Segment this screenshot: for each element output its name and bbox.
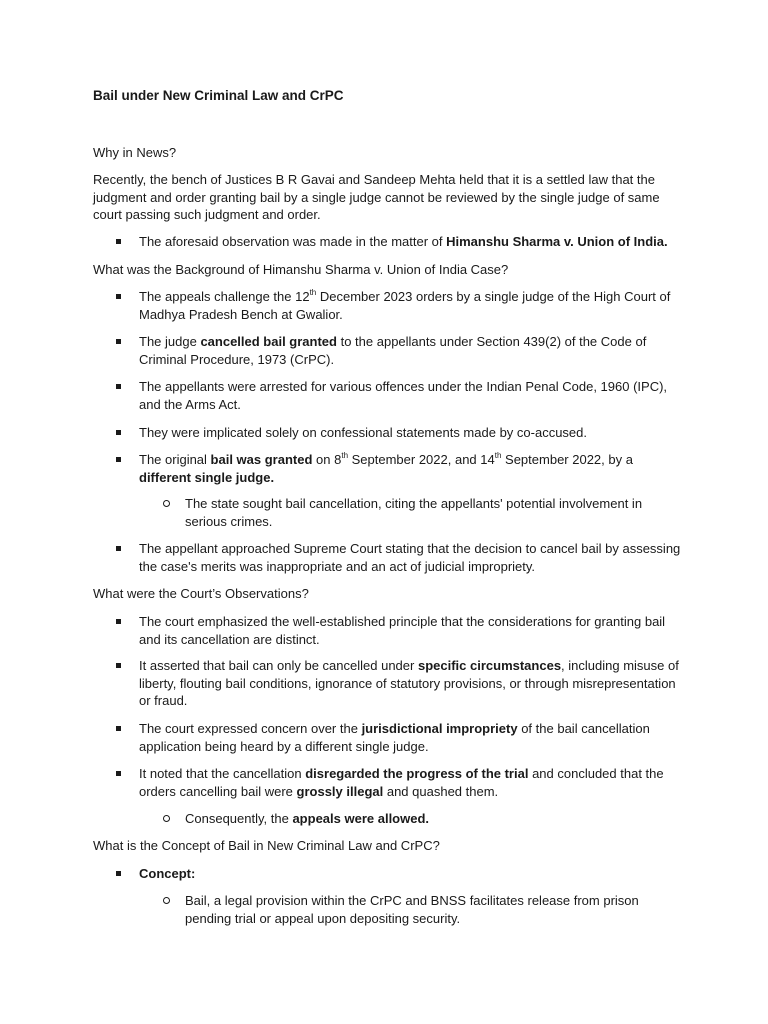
sub-item-appeals-allowed: Consequently, the appeals were allowed. <box>185 811 430 826</box>
square-bullet-icon <box>116 239 121 244</box>
hollow-circle-bullet-icon <box>163 500 170 507</box>
square-bullet-icon <box>116 384 121 389</box>
list-item-appellants-arrested: The appellants were arrested for various offences under the Indian Penal Code, 1960 (IPC), and the Arms Act. <box>139 379 668 412</box>
sub-item-bail-definition: Bail, a legal provision within the CrPC and BNSS facilitates release from prison pending trial or appeal upon depositing security. <box>185 893 639 926</box>
list-item-cancellation-disregarded: It noted that the cancellation disregarded the progress of the trial and concluded that the orders cancelling bail were grossly illegal and quashed them. <box>139 766 664 799</box>
list-item-appellant-approached-sc: The appellant approached Supreme Court stating that the decision to cancel bail by assessing the case's merits was inappropriate and an act of judicial impropriety. <box>139 541 681 574</box>
section-heading-observations: What were the Court’s Observations? <box>93 586 309 601</box>
square-bullet-icon <box>116 546 121 551</box>
list-item-judge-cancelled-bail: The judge cancelled bail granted to the appellants under Section 439(2) of the Code of Criminal Procedure, 1973 (CrPC). <box>139 334 647 367</box>
section-heading-concept: What is the Concept of Bail in New Criminal Law and CrPC? <box>93 838 440 853</box>
list-item-observation-source: The aforesaid observation was made in the matter of Himanshu Sharma v. Union of India. <box>139 234 668 249</box>
square-bullet-icon <box>116 457 121 462</box>
square-bullet-icon <box>116 663 121 668</box>
square-bullet-icon <box>116 294 121 299</box>
page-title: Bail under New Criminal Law and CrPC <box>93 88 344 103</box>
list-item-jurisdictional-impropriety: The court expressed concern over the jurisdictional impropriety of the bail cancellation application being heard by a different single judge. <box>139 721 650 754</box>
hollow-circle-bullet-icon <box>163 897 170 904</box>
sub-item-state-sought-cancellation: The state sought bail cancellation, citing the appellants' potential involvement in serious crimes. <box>185 496 643 529</box>
square-bullet-icon <box>116 339 121 344</box>
list-item-implicated: They were implicated solely on confessional statements made by co-accused. <box>139 425 587 440</box>
hollow-circle-bullet-icon <box>163 815 170 822</box>
square-bullet-icon <box>116 726 121 731</box>
intro-paragraph: Recently, the bench of Justices B R Gavai and Sandeep Mehta held that it is a settled law that the judgment and order granting bail by a single judge cannot be reviewed by the single judge of same court passing such judgment and order. <box>93 172 660 222</box>
square-bullet-icon <box>116 430 121 435</box>
square-bullet-icon <box>116 871 121 876</box>
list-item-principle: The court emphasized the well-established principle that the considerations for granting bail and its cancellation are distinct. <box>139 614 666 647</box>
square-bullet-icon <box>116 619 121 624</box>
list-item-specific-circumstances: It asserted that bail can only be cancelled under specific circumstances, including misuse of liberty, flouting bail conditions, ignorance of statutory provisions, or through misrepresentation or fraud. <box>139 658 679 708</box>
list-item-concept-label: Concept: <box>139 866 196 881</box>
square-bullet-icon <box>116 771 121 776</box>
section-heading-background: What was the Background of Himanshu Sharma v. Union of India Case? <box>93 262 509 277</box>
list-item-appeals-challenge: The appeals challenge the 12th December 2023 orders by a single judge of the High Court of Madhya Pradesh Bench at Gwalior. <box>139 287 671 322</box>
list-item-original-bail: The original bail was granted on 8th September 2022, and 14th September 2022, by a different single judge. <box>139 450 633 485</box>
section-heading-why-in-news: Why in News? <box>93 145 177 160</box>
